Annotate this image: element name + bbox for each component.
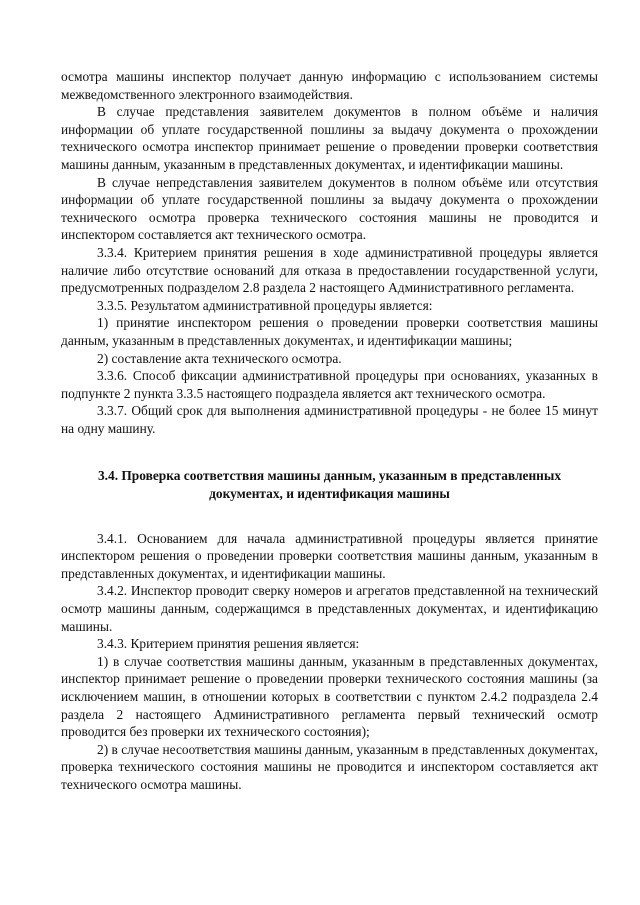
paragraph: 3.3.7. Общий срок для выполнения административной процедуры - не более 15 минут на одну машину. xyxy=(61,403,598,436)
paragraph: В случае представления заявителем документов в полном объёме и наличия информации об уплате государственной пошлины за выдачу документа о прохождении технического осмотра инспектор принимает решение о проведении проверки соответствия машины данным, указанным в представленных документах, и идентификации машины. xyxy=(61,104,598,172)
paragraph: 3.3.4. Критерием принятия решения в ходе административной процедуры является наличие либо отсутствие оснований для отказа в предоставлении государственной услуги, предусмотренных подразделом 2.8 раздела 2 настоящего Административного регламента. xyxy=(61,244,598,296)
paragraphs-before xyxy=(61,68,598,437)
paragraph: 1) в случае соответствия машины данным, указанным в представленных документах, инспектор принимает решение о проведении проверки технического состояния машины (за исключением машин, в отношении которых в соответствии с пунктом 2.4.2 подраздела 2.4 раздела 2 настоящего Административного регламента первый технический осмотр проводится без проверки их технического состояния); xyxy=(61,653,598,740)
paragraph: 2) в случае несоответствия машины данным, указанным в представленных документах, проверка технического состояния машины не проводится и инспектором составляется акт технического осмотра машины. xyxy=(61,741,598,792)
paragraph: В случае непредставления заявителем документов в полном объёме или отсутствия информации об уплате государственной пошлины за выдачу документа о прохождении технического осмотра проверка технического состояния машины не проводится и инспектором составляется акт технического осмотра. xyxy=(61,174,598,243)
section-heading: 3.4. Проверка соответствия машины данным, указанным в представленных документах, и идентификация машины xyxy=(97,468,562,502)
paragraph: осмотра машины инспектор получает данную информацию с использованием системы межведомственного электронного взаимодействия. xyxy=(61,69,598,102)
paragraph: 2) составление акта технического осмотра. xyxy=(97,350,342,366)
paragraph: 3.4.3. Критерием принятия решения является: xyxy=(97,636,360,652)
paragraph: 3.4.2. Инспектор проводит сверку номеров и агрегатов представленной на технический осмотр машины данным, содержащимся в представленных документах, и идентификацию машины. xyxy=(61,583,598,634)
paragraph: 3.3.5. Результатом административной процедуры является: xyxy=(97,297,433,313)
paragraph: 1) принятие инспектором решения о проведении проверки соответствия машины данным, указанным в представленных документах, и идентификации машины; xyxy=(61,315,598,348)
paragraph: 3.4.1. Основанием для начала административной процедуры является принятие инспектором решения о проведении проверки соответствия машины данным, указанным в представленных документах, и идентификации машины. xyxy=(61,530,598,581)
paragraphs-after xyxy=(61,530,598,794)
paragraph: 3.3.6. Способ фиксации административной процедуры при основаниях, указанных в подпункте 2 пункта 3.3.5 настоящего подраздела является акт технического осмотра. xyxy=(61,368,598,401)
